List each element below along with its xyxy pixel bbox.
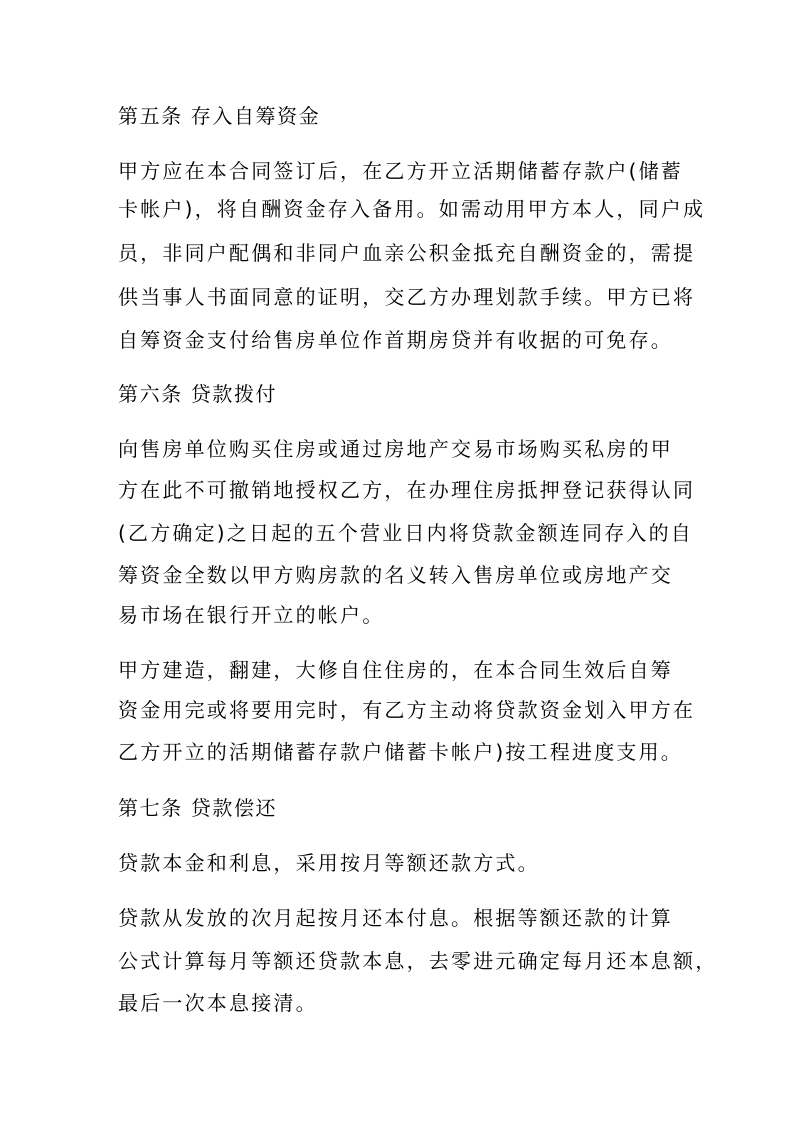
article-6-paragraph2-line: 甲方建造，翻建，大修自住住房的，在本合同生效后自筹 <box>118 658 673 682</box>
article-6-paragraph2-line: 乙方开立的活期储蓄存款户储蓄卡帐户)按工程进度支用。 <box>118 740 684 764</box>
article-5-paragraph-line: 甲方应在本合同签订后，在乙方开立活期储蓄存款户(储蓄 <box>118 159 684 183</box>
article-5-paragraph-line: 自筹资金支付给售房单位作首期房贷并有收据的可免存。 <box>118 328 673 352</box>
article-6-paragraph-line: 方在此不可撤销地授权乙方，在办理住房抵押登记获得认同 <box>118 478 696 502</box>
article-5-heading: 第五条 存入自筹资金 <box>118 104 321 128</box>
article-6-paragraph2-line: 资金用完或将要用完时，有乙方主动将贷款资金划入甲方在 <box>118 698 696 722</box>
article-7-heading: 第七条 贷款偿还 <box>118 796 278 820</box>
article-6-paragraph-line: (乙方确定)之日起的五个营业日内将贷款金额连同存入的自 <box>118 521 694 545</box>
article-7-paragraph-line: 贷款本金和利息，采用按月等额还款方式。 <box>118 851 540 875</box>
article-7-paragraph2-line: 贷款从发放的次月起按月还本付息。根据等额还款的计算 <box>118 906 673 930</box>
article-5-paragraph-line: 卡帐户)，将自酬资金存入备用。如需动用甲方本人，同户成 <box>118 197 706 221</box>
article-6-paragraph-line: 筹资金全数以甲方购房款的名义转入售房单位或房地产交 <box>118 563 673 587</box>
article-6-paragraph-line: 向售房单位购买住房或通过房地产交易市场购买私房的甲 <box>118 437 673 461</box>
article-6-heading: 第六条 贷款拨付 <box>118 382 278 406</box>
article-5-paragraph-line: 供当事人书面同意的证明，交乙方办理划款手续。甲方已将 <box>118 285 696 309</box>
article-6-paragraph-line: 易市场在银行开立的帐户。 <box>118 603 385 627</box>
article-7-paragraph2-line: 最后一次本息接清。 <box>118 991 318 1015</box>
article-5-paragraph-line: 员，非同户配偶和非同户血亲公积金抵充自酬资金的，需提 <box>118 241 696 265</box>
article-7-paragraph2-line: 公式计算每月等额还贷款本息，去零进元确定每月还本息额， <box>118 949 718 973</box>
